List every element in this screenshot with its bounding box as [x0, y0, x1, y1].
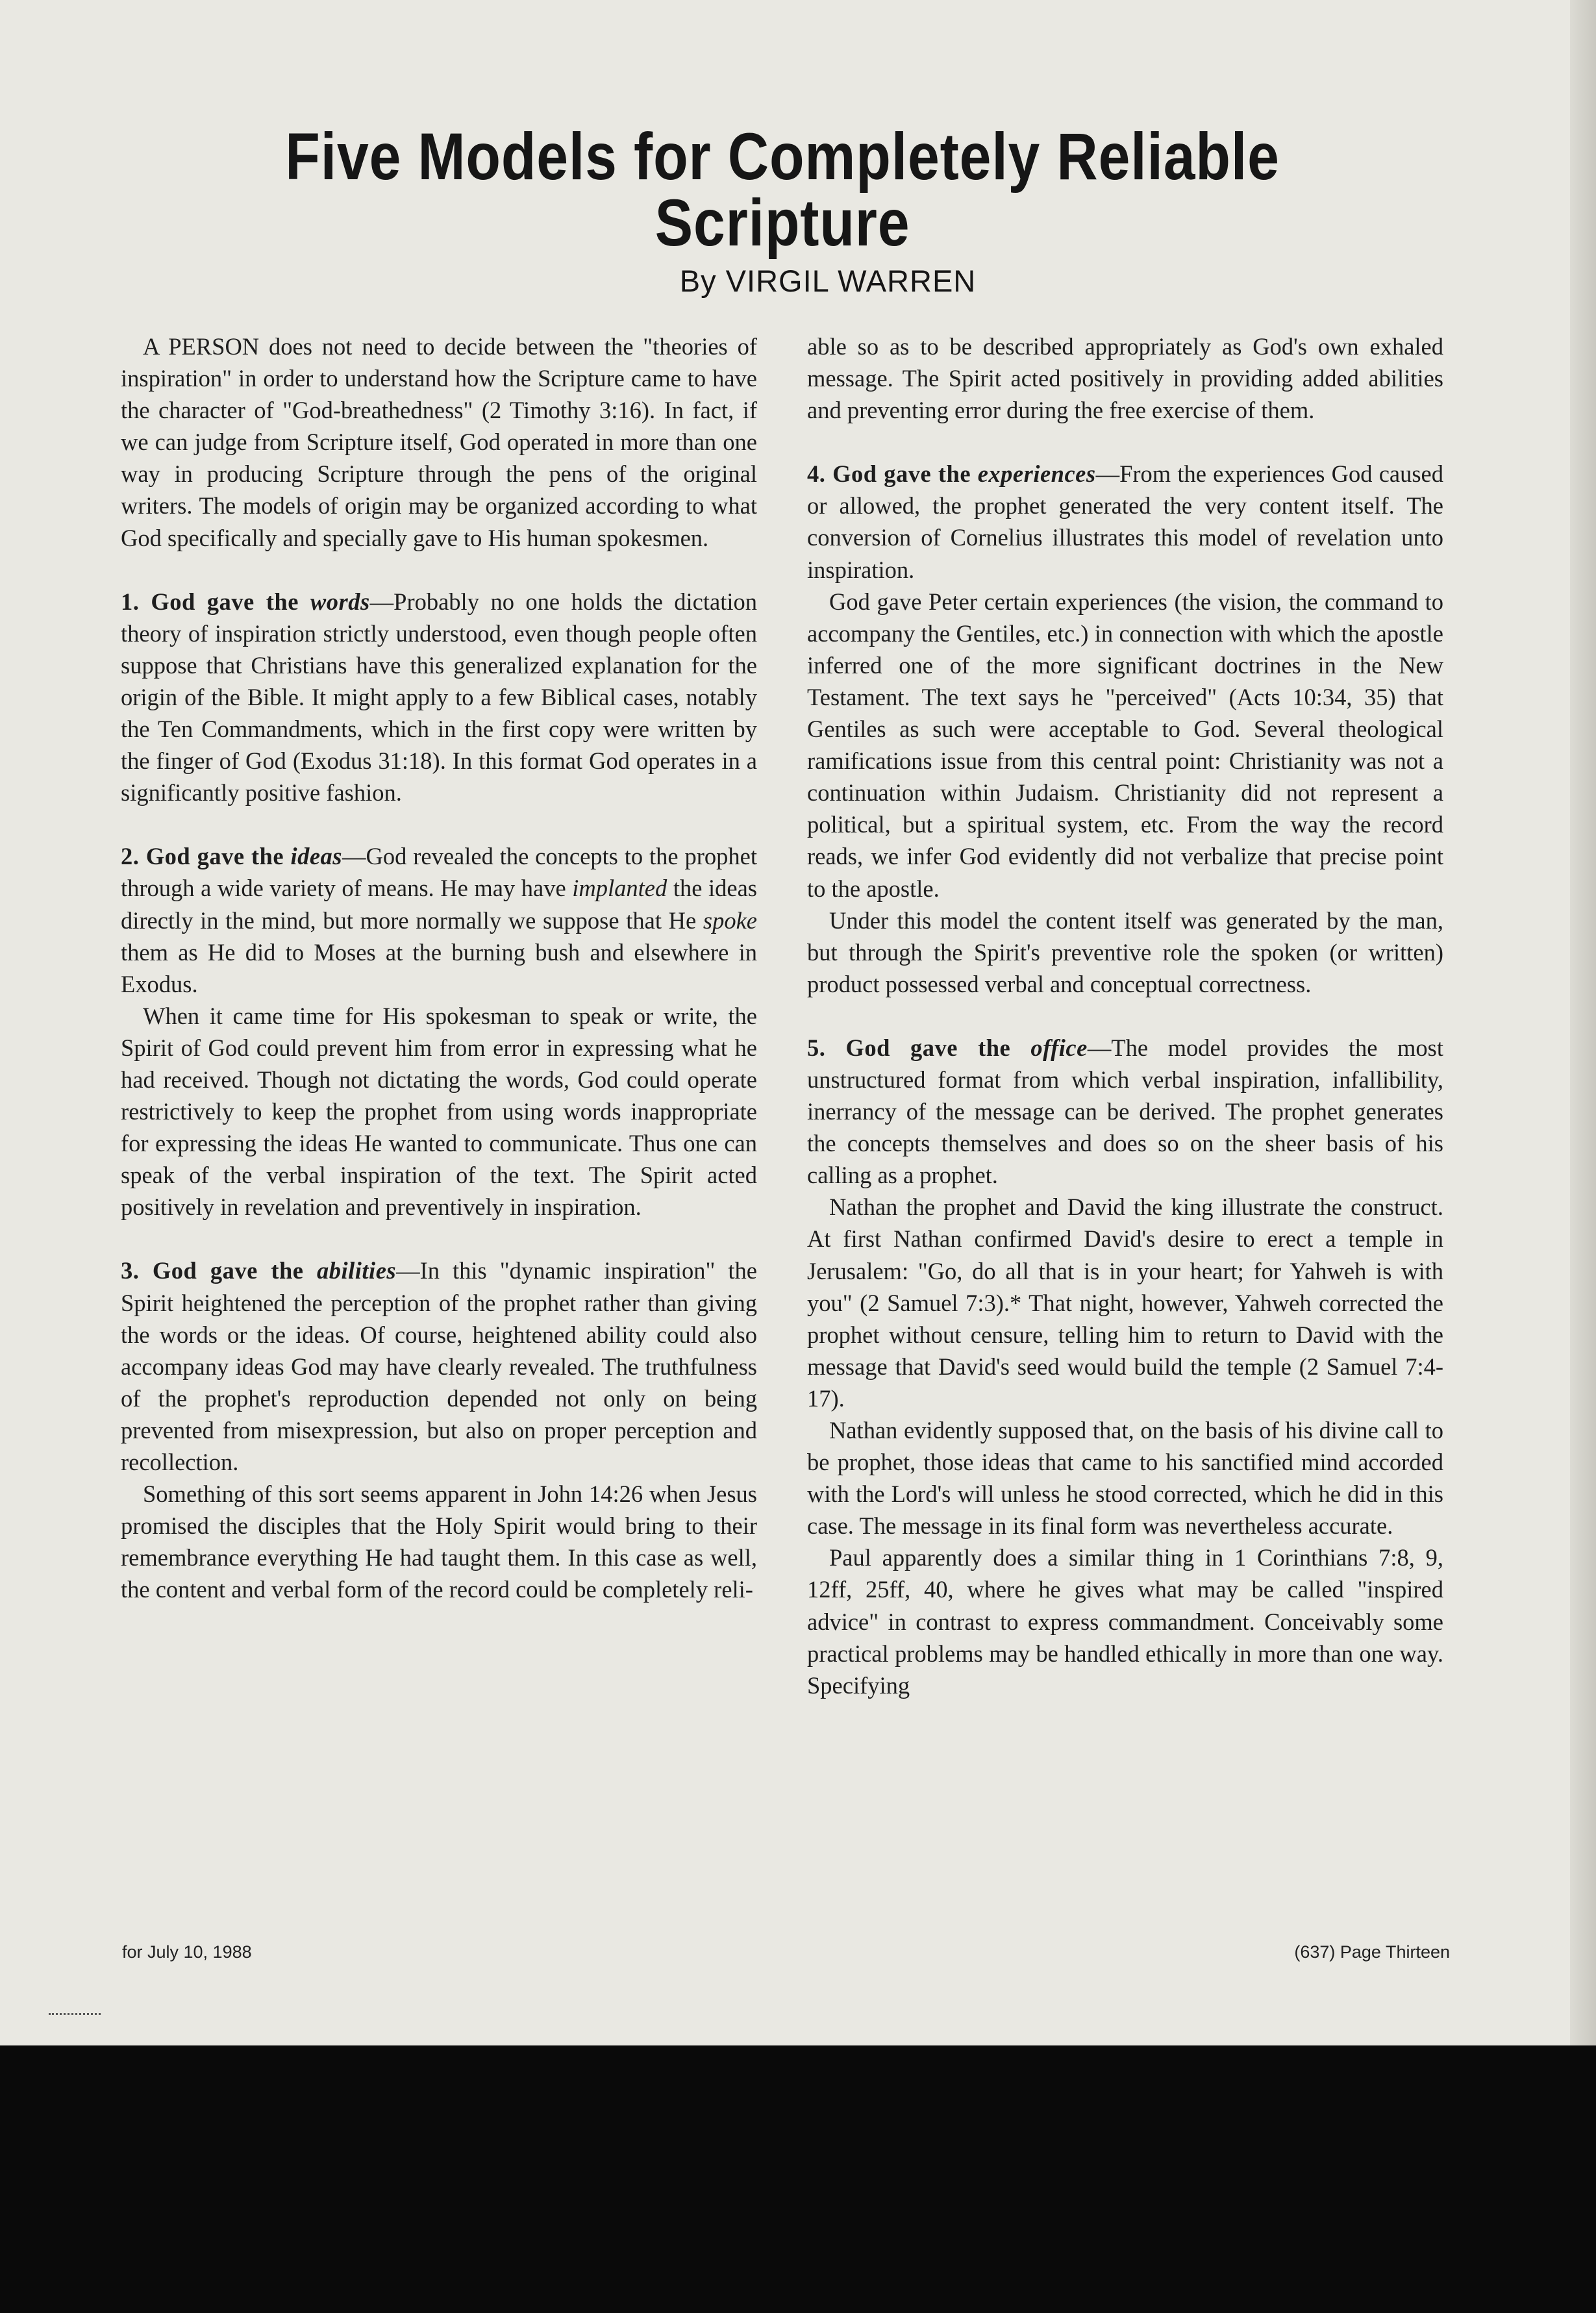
footer-date: for July 10, 1988 [122, 1942, 252, 1962]
article-title: Five Models for Completely Reliable Scripture [285, 119, 1280, 260]
model-2-keyword: ideas [290, 843, 342, 870]
left-column [121, 331, 757, 1605]
model-1-heading: 1. God gave the words [121, 588, 370, 615]
continued-paragraph: able so as to be described appropriately as God's own exhaled message. The Spirit acted positively in providing added abilities and preventing error during the free exercise of them. [807, 333, 1443, 424]
model-3-keyword: abilities [316, 1257, 397, 1284]
model-3-paragraph: 3. God gave the abilities—In this "dynamic inspiration" the Spirit heightened the perception of the prophet rather than giving the words or the ideas. Of course, heightened ability could also accompany ideas God may have clearly revealed. The truthfulness of the prophet's reproduction depended not only on being prevented from misexpression, but also on proper perception and recollection. [121, 1257, 757, 1475]
model-3-heading: 3. God gave the abilities [121, 1257, 397, 1284]
model-4-paragraph: 4. God gave the experiences—From the experiences God caused or allowed, the prophet generated the very content itself. The conversion of Cornelius illustrates this model of revelation unto inspiration. [807, 460, 1444, 583]
model-4-paragraph-3: Under this model the content itself was generated by the man, but through the Spirit's preventive role the spoken (or written) product possessed verbal and conceptual correctness. [807, 906, 1443, 997]
model-5-heading: 5. God gave the office [807, 1034, 1088, 1061]
scan-mark [49, 2013, 101, 2019]
model-1-keyword: words [310, 588, 370, 615]
model-2-paragraph: 2. God gave the ideas—God revealed the concepts to the prophet through a wide variety of means. He may have implanted the ideas directly in the mind, but more normally we suppose that He spoke them as He did to Moses at the burning bush and elsewhere in Exodus. [121, 843, 758, 997]
right-column [807, 331, 1443, 1701]
model-4-keyword: experiences [977, 460, 1096, 488]
model-5-paragraph-3: Nathan evidently supposed that, on the basis of his divine call to be prophet, those ideas that came to his sanctified mind accorded with the Lord's will unless he stood corrected, which he did in this case. The message in its final form was nevertheless accurate. [807, 1417, 1443, 1540]
model-2-paragraph-2: When it came time for His spokesman to speak or write, the Spirit of God could prevent him from error in expressing what he had received. Though not dictating the words, God could operate restrictively to keep the prophet from using words inappropriate for expressing the ideas He wanted to communicate. Thus one can speak of the verbal inspiration of the text. The Spirit acted positively in revelation and preventively in inspiration. [121, 1002, 757, 1221]
model-5-keyword: office [1030, 1034, 1088, 1061]
footer-page-number: (637) Page Thirteen [1294, 1942, 1450, 1962]
page-edge [1570, 0, 1596, 2045]
model-5-paragraph-2: Nathan the prophet and David the king illustrate the construct. At first Nathan confirmed David's desire to erect a temple in Jerusalem: "Go, do all that is in your heart; for Yahweh is with you" (2 Samuel 7:3).* That night, however, Yahweh corrected the prophet without censure, telling him to return to David with the message that David's seed would build the temple (2 Samuel 7:4-17). [807, 1194, 1443, 1412]
model-2-heading: 2. God gave the ideas [121, 843, 342, 870]
model-1-paragraph: 1. God gave the words—Probably no one holds the dictation theory of inspiration strictly understood, even though people often suppose that Christians have this generalized explanation for the origin of the Bible. It might apply to a few Biblical cases, notably the Ten Commandments, which in the first copy were written by the finger of God (Exodus 31:18). In this format God operates in a significantly positive fashion. [121, 588, 758, 806]
author-byline: By VIRGIL WARREN [679, 264, 977, 298]
model-4-heading: 4. God gave the experiences [807, 460, 1096, 488]
model-4-paragraph-2: God gave Peter certain experiences (the vision, the command to accompany the Gentiles, etc.) in connection with which the apostle inferred one of the more significant doctrines in the New Testament. The text says he "perceived" (Acts 10:34, 35) that Gentiles as such were acceptable to God. Several theological ramifications issue from this central point: Christianity was not a continuation within Judaism. Christianity did not represent a political, but a spiritual system, etc. From the way the record reads, we infer God evidently did not verbalize that precise point to the apostle. [807, 588, 1443, 902]
intro-paragraph: A PERSON does not need to decide between the "theories of inspiration" in order to understand how the Scripture came to have the character of "God-breathedness" (2 Timothy 3:16). In fact, if we can judge from Scripture itself, God operated in more than one way in producing Scripture through the pens of the original writers. The models of origin may be organized according to what God specifically and specially gave to His human spokesmen. [121, 333, 757, 551]
model-5-paragraph-4: Paul apparently does a similar thing in 1 Corinthians 7:8, 9, 12ff, 25ff, 40, where he gives what may be called "inspired advice" in contrast to express commandment. Conceivably some practical problems may be handled ethically in more than one way. Specifying [807, 1544, 1443, 1699]
model-5-paragraph: 5. God gave the office—The model provides the most unstructured format from which verbal inspiration, infallibility, inerrancy of the message can be derived. The prophet generates the concepts themselves and does so on the sheer basis of his calling as a prophet. [807, 1034, 1443, 1189]
model-3-paragraph-2: Something of this sort seems apparent in John 14:26 when Jesus promised the disciples that the Holy Spirit would bring to their remembrance everything He had taught them. In this case as well, the content and verbal form of the record could be completely reli- [121, 1481, 757, 1603]
